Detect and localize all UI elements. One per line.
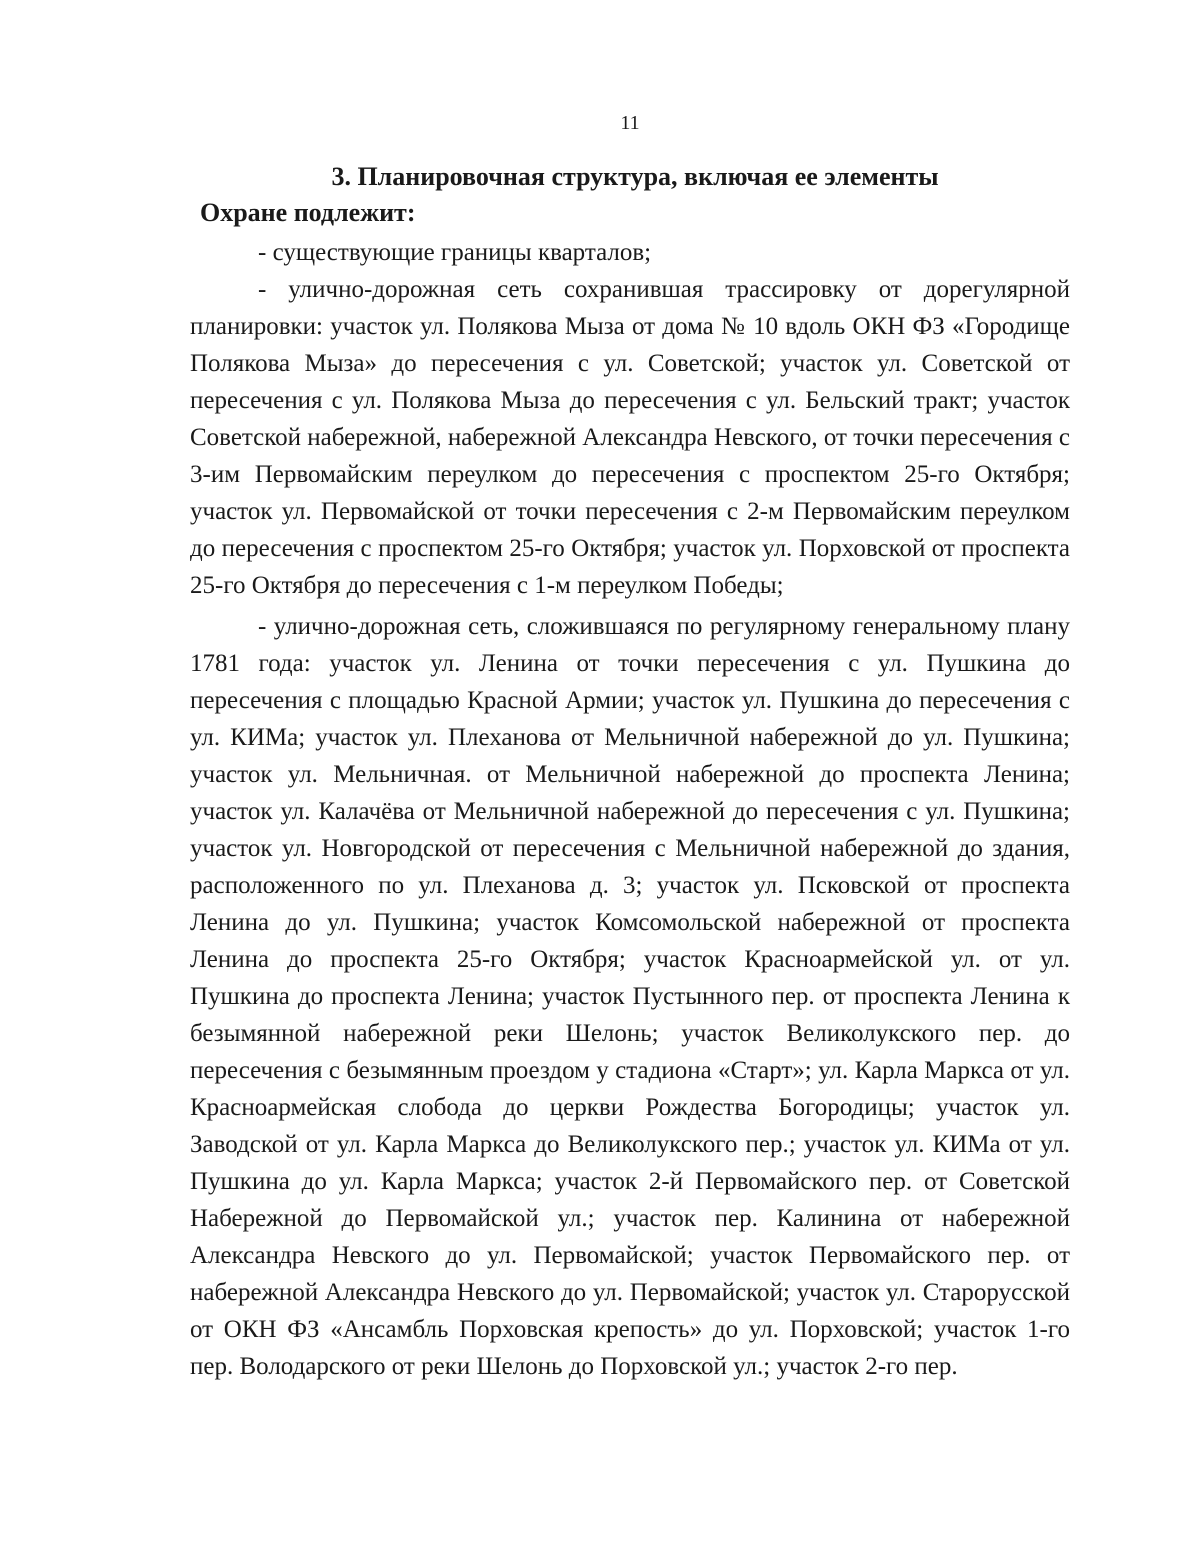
paragraph-quarter-boundaries: - существующие границы кварталов; xyxy=(258,239,652,266)
page-number: 11 xyxy=(620,112,640,134)
paragraph-regular-plan-street-network: - улично-дорожная сеть, сложившаяся по регулярному генеральному плану 1781 года: участок ул. Ленина от точки пересечения с ул. Пушкина до пересечения с площадью Красной Армии; участок ул. Пушкина до пересечения с ул. КИМа; участок ул. Плеханова от Мельничной набережной до ул. Пушкина; участок ул. Мельничная. от Мельничной набережной до проспекта Ленина; участок ул. Калачёва от Мельничной набережной до пересечения с ул. Пушкина; участок ул. Новгородской от пересечения с Мельничной набережной до здания, расположенного по ул. Плеханова д. 3; участок ул. Псковской от проспекта Ленина до ул. Пушкина; участок Комсомольской набережной от проспекта Ленина до проспекта 25-го Октября; участок Красноармейской ул. от ул. Пушкина до проспекта Ленина; участок Пустынного пер. от проспекта Ленина к безымянной набережной реки Шелонь; участок Великолукского пер. до пересечения с безымянным проездом у стадиона «Старт»; ул. Карла Маркса от ул. Красноармейская слобода до церкви Рождества Богородицы; участок ул. Заводской от ул. Карла Маркса до Великолукского пер.; участок ул. КИМа от ул. Пушкина до ул. Карла Маркса; участок 2-й Первомайского пер. от Советской Набережной до Первомайской ул.; участок пер. Калинина от набережной Александра Невского до ул. Первомайской; участок Первомайского пер. от набережной Александра Невского до ул. Первомайской; участок ул. Старорусской от ОКН ФЗ «Ансамбль Порховская крепость» до ул. Порховской; участок 1-го пер. Володарского от реки Шелонь до Порховской ул.; участок 2-го пер. xyxy=(190,613,1070,1380)
section-title: 3. Планировочная структура, включая ее элементы xyxy=(331,162,939,191)
paragraph-pre-regular-street-network: - улично-дорожная сеть сохранившая трассировку от дорегулярной планировки: участок ул. Полякова Мыза от дома № 10 вдоль ОКН ФЗ «Городище Полякова Мыза» до пересечения с ул. Советской; участок ул. Советской от пересечения с ул. Полякова Мыза до пересечения с ул. Бельский тракт; участок Советской набережной, набережной Александра Невского, от точки пересечения с 3-им Первомайским переулком до пересечения с проспектом 25-го Октября; участок ул. Первомайской от точки пересечения с 2-м Первомайским переулком до пересечения с проспектом 25-го Октября; участок ул. Порховской от проспекта 25-го Октября до пересечения с 1-м переулком Победы; xyxy=(190,276,1070,599)
subheading: Охране подлежит: xyxy=(200,198,416,227)
document-body xyxy=(190,234,1070,1385)
